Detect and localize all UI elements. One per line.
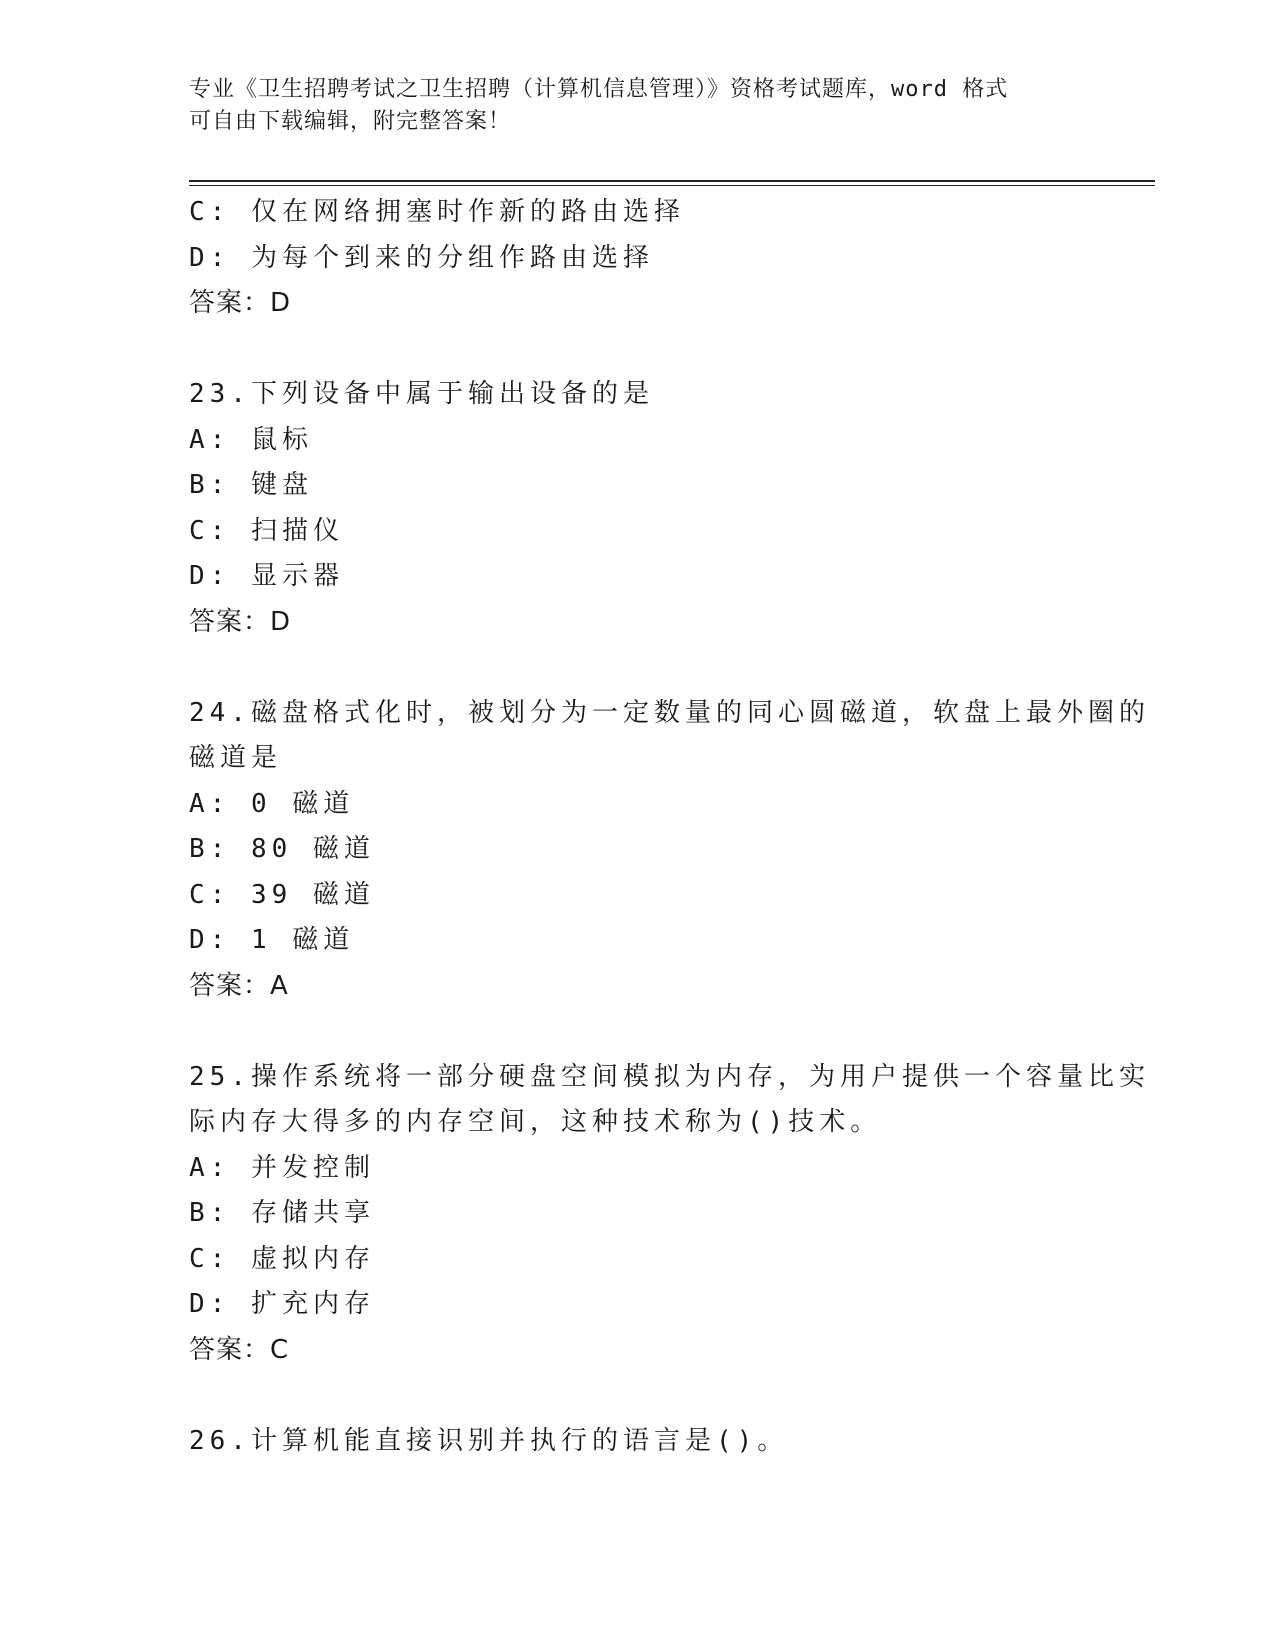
- question-25-option-c: C: 虚拟内存: [189, 1243, 375, 1274]
- question-24-answer: 答案：A: [189, 970, 289, 1001]
- document-header: [189, 74, 1089, 138]
- question-list: [189, 190, 1150, 1464]
- question-25-stem-line-1: 25.操作系统将一部分硬盘空间模拟为内存，为用户提供一个容量比实: [189, 1061, 1150, 1092]
- header-divider-thin: [189, 185, 1155, 186]
- question-22-answer: 答案：D: [189, 288, 292, 318]
- question-25-option-d: D: 扩充内存: [189, 1289, 375, 1319]
- spacer: [189, 645, 1089, 691]
- question-23-option-b: B: 键盘: [189, 470, 313, 500]
- question-23-stem: 23.下列设备中属于输出设备的是: [189, 379, 654, 409]
- question-26-stem: 26.计算机能直接识别并执行的语言是()。: [189, 1425, 789, 1456]
- spacer: [189, 1009, 1089, 1055]
- question-25-stem-line-2: 际内存大得多的内存空间，这种技术称为()技术。: [189, 1107, 882, 1137]
- question-22-option-d: D: 为每个到来的分组作路由选择: [189, 242, 654, 273]
- question-25-option-b: B: 存储共享: [189, 1198, 375, 1228]
- header-title-line-1: 专业《卫生招聘考试之卫生招聘（计算机信息管理）》资格考试题库，word 格式: [189, 77, 1009, 102]
- question-25-answer: 答案：C: [189, 1334, 290, 1365]
- question-23-option-d: D: 显示器: [189, 561, 344, 591]
- spacer: [189, 1373, 1089, 1419]
- spacer: [189, 327, 1089, 373]
- question-22-option-c: C: 仅在网络拥塞时作新的路由选择: [189, 197, 685, 227]
- header-divider-thick: [189, 180, 1155, 182]
- question-23-option-c: C: 扫描仪: [189, 515, 344, 546]
- question-24-option-b: B: 80 磁道: [189, 834, 375, 864]
- question-24-option-c: C: 39 磁道: [189, 879, 375, 910]
- question-24-option-a: A: 0 磁道: [189, 788, 355, 819]
- question-24-option-d: D: 1 磁道: [189, 925, 355, 955]
- question-23-answer: 答案：D: [189, 606, 292, 637]
- question-25-option-a: A: 并发控制: [189, 1152, 375, 1183]
- question-23-option-a: A: 鼠标: [189, 424, 313, 455]
- header-title-line-2: 可自由下载编辑，附完整答案！: [189, 109, 512, 134]
- question-24-stem-line-1: 24.磁盘格式化时，被划分为一定数量的同心圆磁道，软盘上最外圈的: [189, 697, 1150, 728]
- question-24-stem-line-2: 磁道是: [189, 743, 283, 773]
